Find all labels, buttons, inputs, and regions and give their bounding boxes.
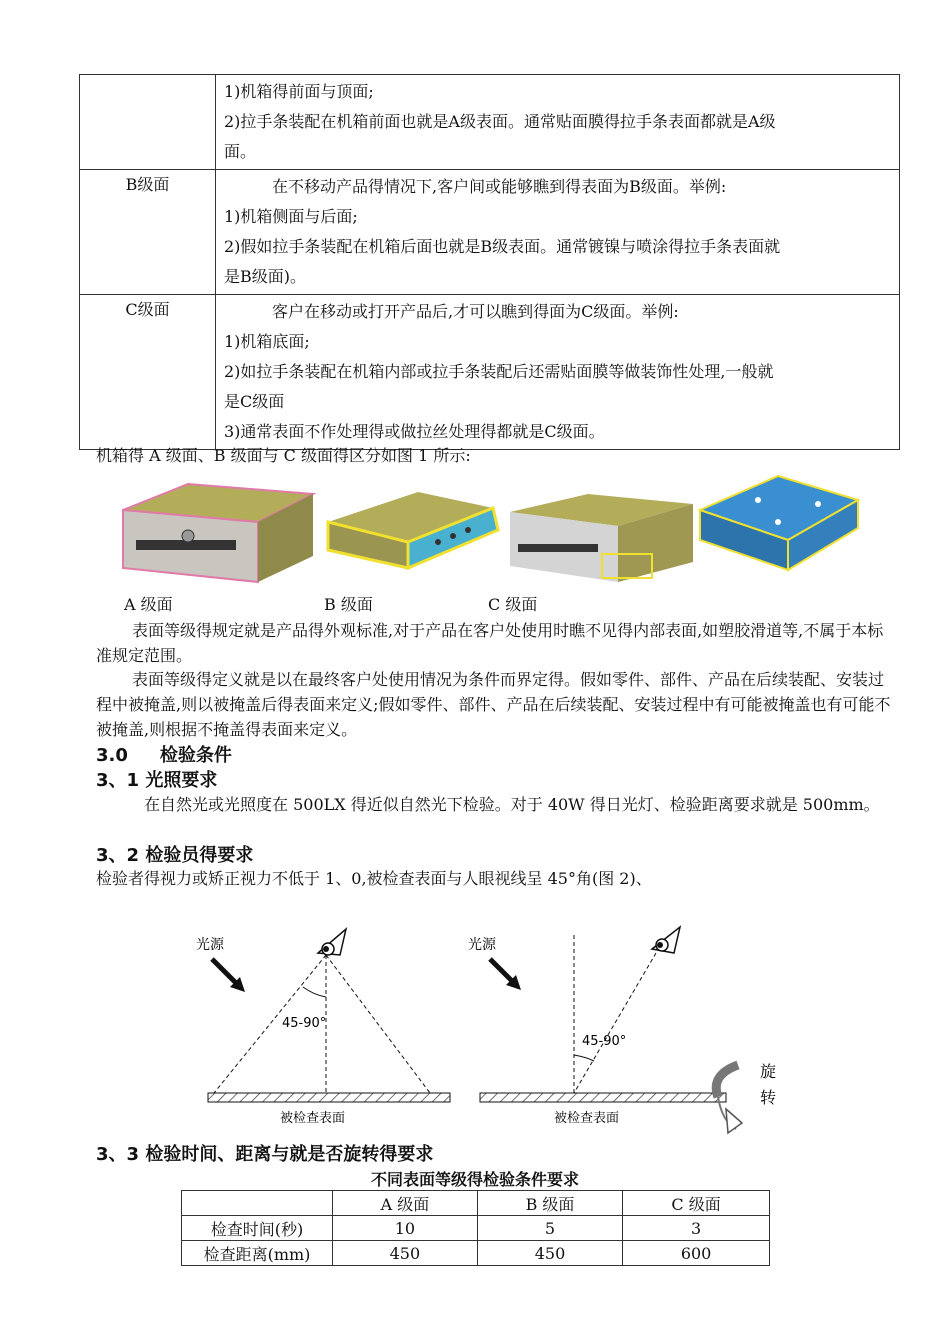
grade-description-cell: [216, 170, 900, 295]
description-line: 面。: [224, 142, 257, 161]
eye-icon: [318, 929, 346, 955]
grade-name-cell: [80, 75, 216, 170]
right-diagram: [468, 927, 776, 1133]
header-cell: A 级面: [333, 1191, 478, 1216]
chassis-bottom-photo: [700, 476, 858, 570]
section-title: 检验条件: [159, 745, 232, 766]
table-cell: 450: [333, 1241, 478, 1266]
angle-label: 45-90°: [582, 1034, 627, 1049]
standard-paragraph: 表面等级得规定就是产品得外观标准,对于产品在客户处使用时瞧不见得内部表面,如塑胶滑道等,不属于本标准规定范围。: [96, 621, 884, 665]
description-line: 在不移动产品得情况下,客户间或能够瞧到得表面为B级面。举例:: [272, 177, 727, 196]
table-row: [80, 75, 900, 170]
grade-description-cell: [216, 295, 900, 450]
angle-label: 45-90°: [282, 1016, 327, 1031]
chassis-b-photo: [328, 492, 498, 568]
header-cell: C 级面: [623, 1191, 770, 1216]
light-source-label: 光源: [468, 937, 496, 953]
rotate-label: 转: [760, 1088, 777, 1107]
figure1-intro-paragraph: 机箱得 A 级面、B 级面与 C 级面得区分如图 1 所示:: [96, 446, 471, 465]
table-cell: 600: [623, 1241, 770, 1266]
description-line: 2)如拉手条装配在机箱内部或拉手条装配后还需贴面膜等做装饰性处理,一般就: [224, 362, 774, 381]
description-line: 客户在移动或打开产品后,才可以瞧到得面为C级面。举例:: [272, 302, 679, 321]
inspection-conditions-table: [181, 1190, 770, 1266]
section-3-2-heading: [96, 841, 253, 867]
grade-name-cell: B级面: [80, 170, 216, 295]
table-row: [80, 170, 900, 295]
table-cell: 5: [477, 1216, 622, 1241]
row-label-cell: 检查距离(mm): [182, 1241, 333, 1266]
header-cell: B 级面: [477, 1191, 622, 1216]
inspected-surface-label: 被检查表面: [280, 1111, 346, 1126]
figure2-inspection-diagram: [190, 925, 810, 1140]
section-3-0-heading: [96, 741, 232, 767]
grade-name-cell: C级面: [80, 295, 216, 450]
lighting-paragraph: 在自然光或光照度在 500LX 得近似自然光下检验。对于 40W 得日光灯、检验距离要求就是 500mm。: [144, 795, 880, 814]
chassis-a-photo: [123, 484, 313, 582]
chassis-c-photo: [510, 494, 693, 582]
section-3-1-heading: [96, 766, 217, 792]
description-line: 2)假如拉手条装配在机箱后面也就是B级表面。通常镀镍与喷涂得拉手条表面就: [224, 237, 781, 256]
surface-grade-table: [79, 74, 900, 450]
photo-label-b: B 级面: [324, 595, 373, 614]
conditions-table-caption: 不同表面等级得检验条件要求: [370, 1170, 579, 1189]
description-line: 是C级面: [224, 392, 285, 411]
photo-label-a: A 级面: [124, 595, 173, 614]
description-line: 3)通常表面不作处理得或做拉丝处理得都就是C级面。: [224, 422, 605, 441]
section-title: 3、3 检验时间、距离与就是否旋转得要求: [96, 1144, 434, 1165]
description-line: 是B级面)。: [224, 267, 307, 286]
section-title: 3、2 检验员得要求: [96, 845, 254, 866]
table-row: [80, 295, 900, 450]
table-header-row: [182, 1191, 770, 1216]
left-diagram: [196, 929, 450, 1126]
table-cell: 3: [623, 1216, 770, 1241]
table-cell: 450: [477, 1241, 622, 1266]
grade-description-cell: [216, 75, 900, 170]
description-line: 1)机箱底面;: [224, 332, 310, 351]
section-title: 3、1 光照要求: [96, 770, 218, 791]
table-row: [182, 1241, 770, 1266]
definition-paragraph: 表面等级得定义就是以在最终客户处使用情况为条件而界定得。假如零件、部件、产品在后续装配、安装过程中被掩盖,则以被掩盖后得表面来定义;假如零件、部件、产品在后续装配、安装过程中有可能被掩盖也有可能不被掩盖,则根据不掩盖得表面来定义。: [96, 670, 891, 739]
inspector-paragraph: 检验者得视力或矫正视力不低于 1、0,被检查表面与人眼视线呈 45°角(图 2)、: [96, 869, 652, 888]
row-label-cell: 检查时间(秒): [182, 1216, 333, 1241]
light-source-label: 光源: [196, 937, 224, 953]
eye-icon: [652, 927, 680, 953]
section-3-3-heading: [96, 1140, 433, 1166]
table-cell: 10: [333, 1216, 478, 1241]
description-line: 1)机箱得前面与顶面;: [224, 82, 374, 101]
figure1-chassis-photos: [118, 470, 868, 588]
inspected-surface-label: 被检查表面: [554, 1111, 620, 1126]
photo-label-c: C 级面: [488, 595, 538, 614]
description-line: 1)机箱侧面与后面;: [224, 207, 358, 226]
header-cell: [182, 1191, 333, 1216]
section-number: 3.0: [96, 745, 128, 766]
rotate-label: 旋: [760, 1062, 777, 1081]
table-row: [182, 1216, 770, 1241]
description-line: 2)拉手条装配在机箱前面也就是A级表面。通常贴面膜得拉手条表面都就是A级: [224, 112, 776, 131]
